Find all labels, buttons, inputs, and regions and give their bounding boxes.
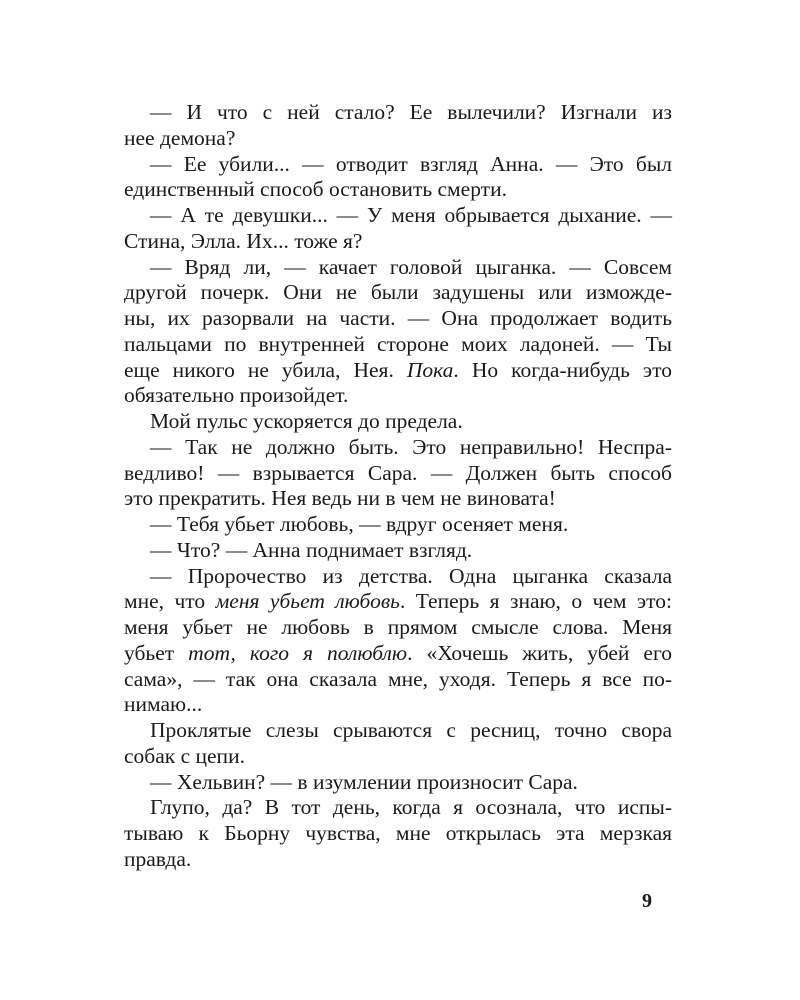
text-segment: — Ее убили... — отводит взгляд Анна. — Это был bbox=[150, 151, 672, 176]
text-segment: сама», — так она сказала мне, уходя. Теперь я все по- bbox=[124, 666, 672, 691]
text-segment: — Пророчество из детства. Одна цыганка сказала bbox=[150, 563, 672, 588]
text-line bbox=[124, 821, 672, 847]
text-segment: мне, что bbox=[124, 589, 216, 614]
text-segment: меня убьет не любовь в прямом смысле слова. Меня bbox=[124, 615, 672, 639]
text-line bbox=[124, 358, 672, 384]
text-line bbox=[124, 383, 672, 409]
italic-text-segment: тот, кого я полюблю bbox=[188, 640, 408, 665]
text-line bbox=[124, 306, 672, 332]
text-line bbox=[124, 255, 672, 281]
text-segment: нимаю... bbox=[124, 692, 203, 717]
text-segment: . Но когда-нибудь это bbox=[453, 357, 672, 382]
text-line bbox=[124, 538, 672, 564]
text-segment: — А те девушки... — У меня обрывается дыхание. — bbox=[150, 203, 672, 227]
text-line bbox=[124, 667, 672, 693]
text-segment: тываю к Бьорну чувства, мне открылась эта мерзкая bbox=[124, 821, 672, 845]
text-line bbox=[124, 203, 672, 229]
text-line bbox=[124, 461, 672, 487]
text-line bbox=[124, 409, 672, 435]
text-segment: нее демона? bbox=[124, 125, 236, 150]
text-line bbox=[124, 100, 672, 126]
text-line bbox=[124, 641, 672, 667]
text-line bbox=[124, 770, 672, 796]
text-segment: еще никого не убила, Нея. bbox=[124, 357, 407, 382]
text-segment: правда. bbox=[124, 846, 192, 871]
text-line bbox=[124, 126, 672, 152]
text-segment: обязательно произойдет. bbox=[124, 383, 349, 408]
text-segment: собак с цепи. bbox=[124, 743, 245, 768]
text-line bbox=[124, 795, 672, 821]
text-line bbox=[124, 847, 672, 873]
text-line bbox=[124, 692, 672, 718]
text-segment: — Что? — Анна поднимает взгляд. bbox=[150, 537, 473, 562]
text-line bbox=[124, 615, 672, 641]
text-segment: Мой пульс ускоряется до предела. bbox=[150, 409, 463, 433]
text-line bbox=[124, 564, 672, 590]
text-segment: . Теперь я знаю, о чем это: bbox=[399, 589, 672, 614]
text-segment: — И что с ней стало? Ее вылечили? Изгнали из bbox=[150, 100, 672, 124]
text-segment: — Тебя убьет любовь, — вдруг осеняет меня. bbox=[150, 512, 569, 536]
text-line bbox=[124, 152, 672, 178]
page-number: 9 bbox=[642, 890, 652, 912]
text-segment: убьет bbox=[124, 640, 189, 665]
italic-text-segment: Пока bbox=[406, 357, 454, 382]
text-line bbox=[124, 589, 672, 615]
text-segment: . «Хочешь жить, убей его bbox=[407, 640, 672, 665]
body-text bbox=[124, 100, 672, 873]
text-segment: — Хельвин? — в изумлении произносит Сара. bbox=[150, 769, 578, 794]
text-segment: Глупо, да? В тот день, когда я осознала, что испы- bbox=[150, 795, 672, 820]
text-segment: пальцами по внутренней стороне моих ладоней. — Ты bbox=[124, 331, 672, 356]
text-segment: — Так не должно быть. Это неправильно! Неспра- bbox=[150, 434, 672, 459]
text-segment: ведливо! — взрывается Сара. — Должен быть способ bbox=[124, 460, 672, 485]
text-line bbox=[124, 512, 672, 538]
text-segment: Стина, Элла. Их... тоже я? bbox=[124, 228, 363, 253]
text-segment: ны, их разорвали на части. — Она продолжает водить bbox=[124, 306, 672, 330]
text-line bbox=[124, 332, 672, 358]
text-line bbox=[124, 744, 672, 770]
text-segment: — Вряд ли, — качает головой цыганка. — Совсем bbox=[150, 254, 672, 279]
text-line bbox=[124, 177, 672, 203]
text-segment: Проклятые слезы срываются с ресниц, точно свора bbox=[150, 718, 672, 742]
text-segment: другой почерк. Они не были задушены или изможде- bbox=[124, 280, 672, 305]
text-line bbox=[124, 280, 672, 306]
text-line bbox=[124, 718, 672, 744]
text-line bbox=[124, 435, 672, 461]
text-segment: единственный способ остановить смерти. bbox=[124, 177, 507, 202]
text-segment: это прекратить. Нея ведь ни в чем не виновата! bbox=[124, 486, 556, 511]
italic-text-segment: меня убьет любовь bbox=[215, 589, 400, 614]
text-line bbox=[124, 229, 672, 255]
text-line bbox=[124, 486, 672, 512]
